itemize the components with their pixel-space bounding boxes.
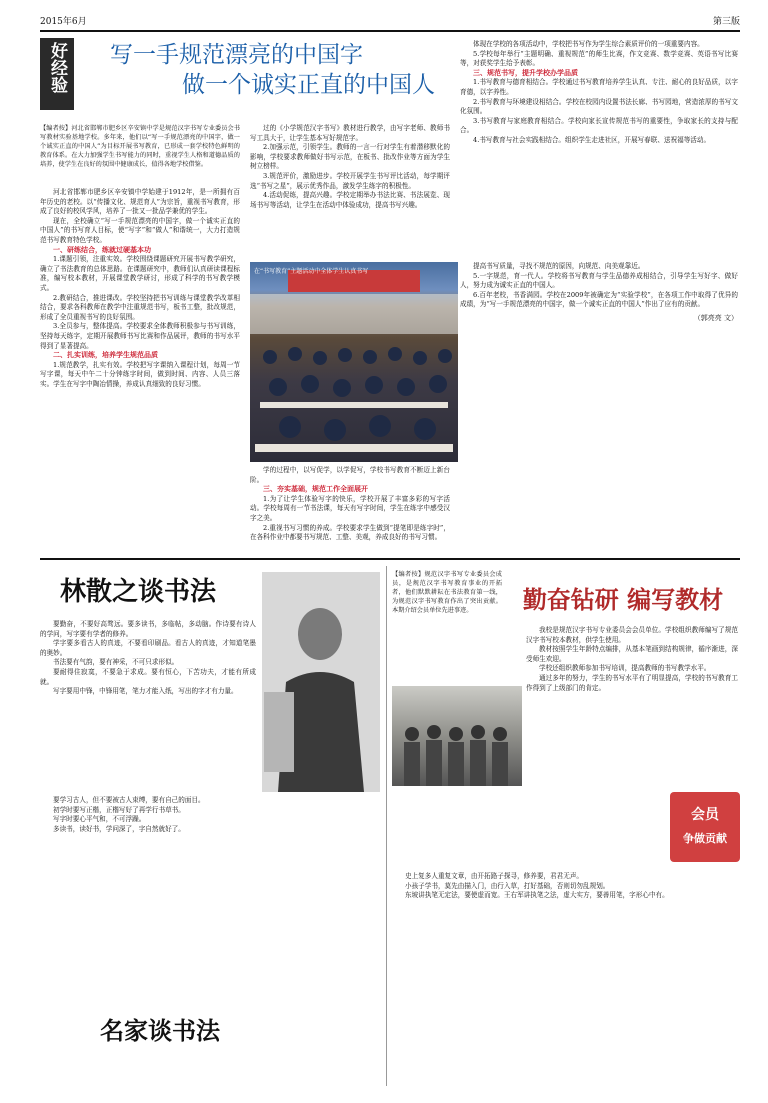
paragraph: 3.规范评价，激励进步。学校开展学生书写评比活动，每学期评选“书写之星”，展示优秀作品，激发学生练字的积极性。 xyxy=(250,171,450,190)
paragraph: 我校是规范汉字书写专业委员会会员单位。学校组织教师编写了规范汉字书写校本教材，供学生使用。 xyxy=(526,626,738,644)
paragraph: 4.活动促练，提高兴趣。学校定期举办书法比赛、书法展览、现场书写等活动，让学生在活动中体验成功，提高书写兴趣。 xyxy=(250,191,450,209)
paragraph: 2.加强示范，引领学生。教师的一言一行对学生有着潜移默化的影响，学校要求教师做好书写示范，在板书、批改作业等方面为学生树立榜样。 xyxy=(250,143,450,171)
section-divider xyxy=(40,558,740,560)
calligraphy-title: 林散之谈书法 xyxy=(60,577,217,607)
title-line-1: 写一手规范漂亮的中国字 xyxy=(110,42,363,68)
paragraph: 书法要有气韵，要有神采，不可只求形似。 xyxy=(53,658,179,667)
article-column-2-top xyxy=(250,124,450,260)
member-badge xyxy=(670,792,740,862)
article-title xyxy=(110,40,440,120)
paragraph: 写字时要心平气和，不可浮躁。 xyxy=(53,815,146,824)
paragraph: 1.规范教学，扎实有效。学校把写字课纳入课程计划，每周一节写字课，每天中午二十分钟练字时间，做到时间、内容、人员三落实。学生在写字中陶冶情操，养成认真细致的良好习惯。 xyxy=(40,360,240,388)
paragraph: 4.书写教育与社会实践相结合。组织学生走进社区，开展写春联、送祝福等活动。 xyxy=(473,135,711,144)
title-line-2: 做一个诚实正直的中国人 xyxy=(182,72,435,98)
paragraph: 学的过程中，以写促学，以学促写，学校书写教育不断迈上新台阶。 xyxy=(250,466,450,484)
paragraph: 提高书写质量，寻找不规范的原因，向规范、向美观靠近。 xyxy=(473,262,645,270)
paragraph: 1.为了让学生体验写字的快乐，学校开展了丰富多彩的写字活动。学校每周有一节书法课，每天有写字时间，学生在练字中感受汉字之美。 xyxy=(250,494,450,522)
paragraph: 教材按照学生年龄特点编排，从基本笔画到结构规律，循序渐进，深受师生欢迎。 xyxy=(526,645,738,663)
paragraph: 2.重视书写习惯的养成。学校要求学生做到“提笔即是练字时”，在各科作业中都要书写规范、工整、美观，养成良好的书写习惯。 xyxy=(250,523,450,542)
section-heading: 二、扎实训练，培养学生规范品质 xyxy=(53,351,158,360)
article-tag-text: 好经验 xyxy=(47,42,67,93)
group-photo-people xyxy=(392,686,522,786)
member-poem xyxy=(392,872,738,1032)
editor-note xyxy=(40,124,240,184)
article-tag xyxy=(40,38,74,110)
paragraph: 体现在学校的各项活动中，学校把书写作为学生综合素质评价的一项重要内容。 xyxy=(473,40,704,48)
paragraph: 小孩子学书，莫先由描入门，由行入草，打好基础，否则切勿乱规划。 xyxy=(405,881,610,890)
paragraph: 东坡讲执笔无定法，要使虚而宽。王右军讲执笔之法，虚大实方，要善用笔，字形心中有。 xyxy=(405,891,669,900)
paragraph: 现在，全校确立“写一手规范漂亮的中国字，做一个诚实正直的中国人”的书写育人目标，使“写字”和“做人”和谐统一，大力打造规范书写教育特色学校。 xyxy=(40,216,240,244)
article-column-2-bottom xyxy=(250,466,450,554)
member-badge-line1: 会员 xyxy=(691,807,719,823)
paragraph: 2.教研结合，推进课改。学校坚持把书写训练与课堂教学改革相结合，要求各科教师在教学中注重规范书写，板书工整，批改规范，形成了全员重视书写的良好氛围。 xyxy=(40,293,240,321)
paragraph: 要耐得住寂寞，不要急于求成。要有恒心，下苦功夫，才能有所成就。 xyxy=(40,667,256,686)
paragraph: 多读书，读好书，学问深了，字自然就好了。 xyxy=(53,824,185,833)
calligraphy-banner: 名家谈书法 xyxy=(100,1016,220,1045)
member-badge-line2: 争做贡献 xyxy=(683,832,727,845)
classroom-photo xyxy=(250,262,458,462)
header-rule xyxy=(40,30,740,32)
paragraph: 5.一字规范，育一代人。学校将书写教育与学生品德养成相结合，引导学生写好字、做好人，努力成为诚实正直的中国人。 xyxy=(460,271,738,290)
portrait-photo xyxy=(262,572,380,792)
paragraph: 要勤奋，不要好高骛远。要多读书，多临帖，多动脑。作诗要有诗人的学问，写字要有学者的修养。 xyxy=(40,620,256,638)
paragraph: 写字要用中锋，中锋用笔，笔力才能入纸，写出的字才有力量。 xyxy=(53,687,238,696)
calligraphy-text-2 xyxy=(40,796,380,1006)
bottom-column-divider xyxy=(386,566,387,1086)
paragraph: 初学时要写正楷，正楷写好了再学行书草书。 xyxy=(53,805,185,814)
section-heading: 三、规范书写，提升学校办学品质 xyxy=(473,68,578,77)
article-column-3-bottom xyxy=(460,262,738,552)
article-column-3-top xyxy=(460,40,738,260)
paragraph: 3.全员参与，整体提高。学校要求全体教师积极参与书写训练，坚持每天练字，定期开展教师书写比赛和作品展评，教师的书写水平得到了显著提高。 xyxy=(40,322,240,350)
paragraph: 史上复多人重复文章，由开拓路子探寻，修养要，君君无声。 xyxy=(405,872,584,880)
header-page: 第三版 xyxy=(712,17,740,27)
paragraph: 5.学校每年举行“主题明确、重视规范”的师生比赛，作文竞赛、数学竞赛、英语书写比赛等，对获奖学生给予表彰。 xyxy=(460,49,738,68)
paragraph: 1.课题引领，注重实效。学校围绕课题研究开展书写教学研究，确立了书法教育的总体思路。在课题研究中，教师们认真研读课程标准，编写校本教材，开展课堂教学研讨，形成了科学的书写教学模式。 xyxy=(40,255,240,292)
paragraph: 学字要多看古人的真迹，不要看印刷品。看古人的真迹，才知道笔墨的奥妙。 xyxy=(40,639,256,657)
paragraph: 通过多年的努力，学生的书写水平有了明显提高，学校的书写教育工作得到了上级部门的肯定。 xyxy=(526,673,738,692)
paragraph: 3.书写教育与家庭教育相结合。学校向家长宣传规范书写的重要性，争取家长的支持与配合。 xyxy=(460,116,738,135)
calligraphy-text xyxy=(40,620,256,790)
editor-note-text: 【编者按】河北省邯郸市肥乡区辛安镇中学是规范汉字书写专业委员会书写教材实验基地学校。多年来，他们以“写一手规范漂亮的中国字，做一个诚实正直的中国人”为目标开展书写教育，已形成一套学校特色鲜明的教育体系。在大力加强学生书写能力的同时，重视学生人格和道德品质的培养，使学生在良好的氛围中健康成长，值得各地学校借鉴。 xyxy=(40,125,240,168)
photo-caption: 在“书写教育”主题活动中全体学生认真书写 xyxy=(254,268,369,275)
paragraph: 2.书写教育与环境建设相结合。学校在校园内设置书法长廊、书写园地，营造浓厚的书写文化氛围。 xyxy=(460,97,738,116)
group-photo xyxy=(392,686,522,786)
paragraph: 要学习古人，但不要被古人束缚，要有自己的面目。 xyxy=(53,796,205,804)
paragraph: 1.书写教育与德育相结合。学校通过书写教育培养学生认真、专注、耐心的良好品质，以字育德，以字养性。 xyxy=(460,78,738,96)
paragraph: 过的《小学规范汉字书写》教材进行教学，由写字老师、教师书写工具大于，让学生基本写好规范字。 xyxy=(250,124,450,142)
article-column-1 xyxy=(40,188,240,553)
section-heading: 一、研练结合，练就过硬基本功 xyxy=(53,245,151,254)
section-heading: 三、夯实基础，规范工作全面展开 xyxy=(263,485,368,494)
portrait-figure xyxy=(262,572,380,792)
header-date: 2015年6月 xyxy=(40,17,87,27)
paragraph: 学校还组织教师参加书写培训，提高教师的书写教学水平。 xyxy=(539,664,711,673)
member-editor-note xyxy=(392,570,502,680)
classroom-photo-scene xyxy=(250,262,458,462)
paragraph: 6.百年老校，书香满园。学校在2009年被确定为“实验学校”，在各项工作中取得了优异的成绩，为“写一手规范漂亮的中国字，做一个诚实正直的中国人”作出了应有的贡献。 xyxy=(460,290,738,309)
author-line: （郭亮亮 文） xyxy=(693,313,738,322)
paragraph: 河北省邯郸市肥乡区辛安镇中学始建于1912年，是一所拥有百年历史的老校。以“传播文化、规范育人”为宗旨，重视书写教育，形成了良好的校风学风，培养了一批又一批品学兼优的学生。 xyxy=(40,188,240,216)
member-body xyxy=(526,626,738,786)
member-editor-note-text: 【编者按】规范汉字书写专业委员会成员，是规范汉字书写教育事业的开拓者，他们默默耕耘在书法教育第一线，为规范汉字书写教育作出了突出贡献。本期介绍会员单位先进事迹。 xyxy=(392,571,502,614)
member-title: 勤奋钻研 编写教材 xyxy=(522,586,724,614)
